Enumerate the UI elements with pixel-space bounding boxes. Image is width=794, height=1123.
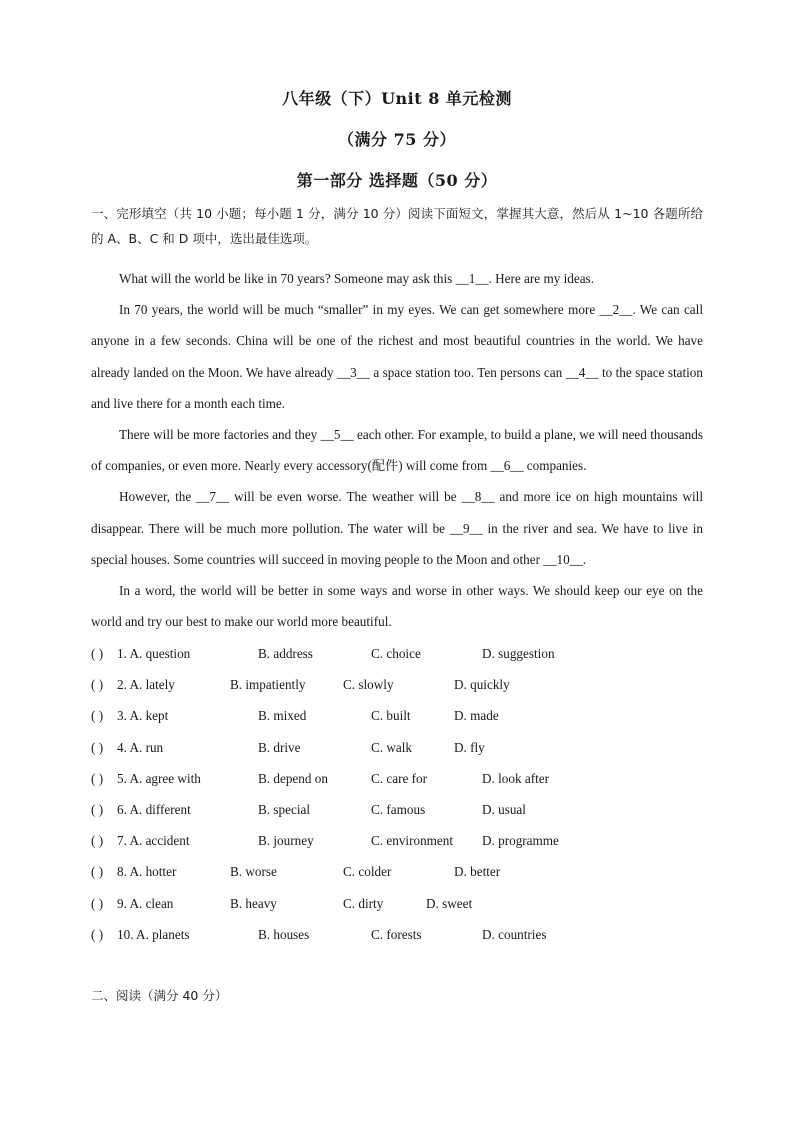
option-a: 4. A. run	[117, 739, 164, 755]
option-d: D. suggestion	[482, 646, 555, 661]
option-d: D. countries	[482, 926, 547, 942]
part-title: 第一部分 选择题（50 分）	[296, 171, 498, 190]
answer-blank: ( )	[91, 895, 104, 911]
answer-blank: ( )	[91, 677, 104, 693]
cloze-passage	[91, 263, 703, 637]
option-c: C. walk	[371, 739, 413, 755]
option-a: 5. A. agree with	[117, 770, 201, 786]
question-row	[91, 825, 703, 856]
question-row	[91, 888, 703, 919]
option-c: C. colder	[343, 864, 392, 880]
question-row	[91, 638, 703, 669]
option-c: C. famous	[371, 801, 426, 817]
answer-blank: ( )	[91, 801, 104, 817]
option-d: D. fly	[454, 739, 485, 755]
passage-paragraph: In 70 years, the world will be much “smaller” in my eyes. We can get somewhere more __2__. We can call anyone in a few seconds. China will be one of the richest and most beautiful countries in the world. We have already landed on the Moon. We have already __3__ a space station too. Ten persons can __4__ to the space station and live there for a month each time.	[91, 302, 703, 411]
option-b: B. depend on	[258, 770, 328, 786]
option-a: 2. A. lately	[117, 677, 175, 693]
option-d: D. usual	[482, 801, 526, 817]
passage-paragraph: In a word, the world will be better in some ways and worse in other ways. We should keep our eye on the world and try our best to make our world more beautiful.	[91, 583, 703, 630]
option-c: C. built	[371, 708, 411, 724]
option-d: D. better	[454, 864, 501, 880]
question-row	[91, 732, 703, 763]
option-c: C. care for	[371, 770, 428, 786]
option-a: 6. A. different	[117, 801, 191, 817]
question-row	[91, 700, 703, 731]
option-c: C. forests	[371, 926, 422, 942]
option-d: D. made	[454, 708, 499, 724]
option-c: C. environment	[371, 833, 454, 849]
option-b: B. special	[258, 801, 311, 817]
option-b: B. impatiently	[230, 677, 306, 693]
reading-section-heading: 二、阅读（满分 40 分）	[91, 988, 228, 1003]
cloze-instructions: 一、完形填空（共 10 小题；每小题 1 分，满分 10 分）阅读下面短文，掌握其大意，然后从 1~10 各题所给的 A、B、C 和 D 项中，选出最佳选项。	[91, 206, 703, 246]
answer-blank: ( )	[91, 833, 104, 849]
option-b: B. address	[258, 646, 313, 661]
option-b: B. heavy	[230, 895, 277, 911]
option-c: C. slowly	[343, 677, 394, 693]
question-row	[91, 794, 703, 825]
option-d: D. programme	[482, 833, 559, 849]
option-d: D. look after	[482, 770, 550, 786]
option-a: 7. A. accident	[117, 833, 190, 849]
answer-blank: ( )	[91, 646, 104, 661]
answer-blank: ( )	[91, 739, 104, 755]
option-a: 9. A. clean	[117, 895, 174, 911]
option-a: 10. A. planets	[117, 926, 190, 942]
option-b: B. journey	[258, 833, 314, 849]
score-subtitle: （满分 75 分）	[338, 130, 456, 149]
option-c: C. choice	[371, 646, 421, 661]
option-d: D. sweet	[426, 895, 473, 911]
answer-blank: ( )	[91, 770, 104, 786]
answer-options	[91, 638, 703, 950]
question-row	[91, 669, 703, 700]
option-b: B. houses	[258, 926, 310, 942]
option-b: B. drive	[258, 739, 301, 755]
answer-blank: ( )	[91, 864, 104, 880]
answer-blank: ( )	[91, 926, 104, 942]
option-b: B. worse	[230, 864, 277, 880]
question-row	[91, 763, 703, 794]
option-d: D. quickly	[454, 677, 510, 693]
passage-paragraph: However, the __7__ will be even worse. The weather will be __8__ and more ice on high mountains will disappear. There will be much more pollution. The water will be __9__ in the river and sea. We have to live in special houses. Some countries will succeed in moving people to the Moon and other __10__.	[91, 489, 703, 567]
option-a: 8. A. hotter	[117, 864, 177, 880]
option-b: B. mixed	[258, 708, 307, 724]
page-title: 八年级（下）Unit 8 单元检测	[282, 89, 512, 108]
passage-paragraph: There will be more factories and they __5__ each other. For example, to build a plane, we will need thousands of companies, or even more. Nearly every accessory(配件) will come from __6__ companies.	[91, 427, 703, 474]
passage-paragraph: What will the world be like in 70 years? Someone may ask this __1__. Here are my ideas.	[119, 271, 594, 286]
question-row	[91, 856, 703, 887]
question-row	[91, 919, 703, 950]
option-a: 3. A. kept	[117, 708, 169, 724]
option-c: C. dirty	[343, 895, 384, 911]
answer-blank: ( )	[91, 708, 104, 724]
option-a: 1. A. question	[117, 646, 191, 661]
